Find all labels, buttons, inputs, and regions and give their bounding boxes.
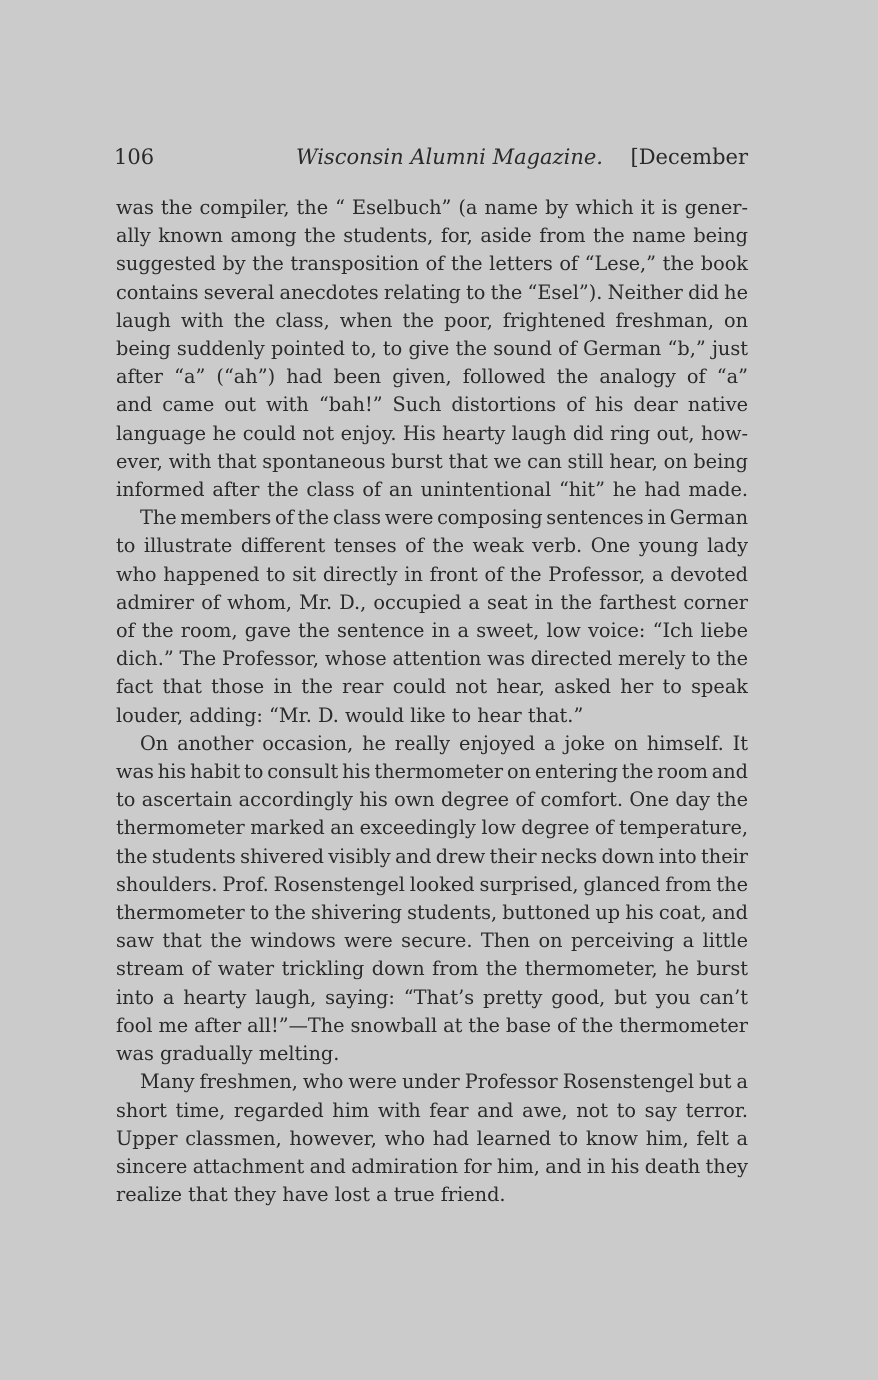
page-header <box>114 145 748 177</box>
text-line: stream of water trickling down from the thermometer, he burst <box>116 957 748 981</box>
text-line: ally known among the students, for, aside from the name being <box>116 224 748 248</box>
text-line: fool me after all!”—The snowball at the base of the thermometer <box>116 1013 748 1037</box>
text-line: thermometer to the shivering students, buttoned up his coat, and <box>116 901 748 925</box>
text-line: admirer of whom, Mr. D., occupied a seat in the farthest corner <box>116 590 748 614</box>
text-line: shoulders. Prof. Rosenstengel looked surprised, glanced from the <box>116 872 748 896</box>
text-line: after “a” (“ah”) had been given, followed the analogy of “a” <box>116 365 748 389</box>
text-line: of the room, gave the sentence in a sweet, low voice: “Ich liebe <box>116 619 748 643</box>
text-line: suggested by the transposition of the letters of “Lese,” the book <box>116 252 748 276</box>
text-line: dich.” The Professor, whose attention was directed merely to the <box>116 647 748 671</box>
text-line: language he could not enjoy. His hearty laugh did ring out, how- <box>116 421 748 445</box>
text-line: On another occasion, he really enjoyed a joke on himself. It <box>140 731 748 755</box>
text-line: contains several anecdotes relating to the “Esel”). Neither did he <box>116 280 748 304</box>
text-line: ever, with that spontaneous burst that we can still hear, on being <box>116 449 748 473</box>
text-line: louder, adding: “Mr. D. would like to hear that.” <box>116 703 584 727</box>
article-body <box>116 194 748 1209</box>
text-line: Many freshmen, who were under Professor Rosenstengel but a <box>140 1070 748 1094</box>
text-line: informed after the class of an unintentional “hit” he had made. <box>116 478 748 502</box>
text-line: laugh with the class, when the poor, frightened freshman, on <box>116 308 748 332</box>
text-line: and came out with “bah!” Such distortions of his dear native <box>116 393 748 417</box>
text-line: sincere attachment and admiration for him, and in his death they <box>116 1154 748 1178</box>
running-title: Wisconsin Alumni Magazine. <box>296 145 603 169</box>
text-line: being suddenly pointed to, to give the sound of German “b,” just <box>116 337 748 361</box>
issue-month: [December <box>630 145 748 169</box>
text-line: The members of the class were composing sentences in German <box>140 506 748 530</box>
page-number: 106 <box>114 145 155 169</box>
text-line: into a hearty laugh, saying: “That’s pretty good, but you can’t <box>116 985 748 1009</box>
text-line: short time, regarded him with fear and awe, not to say terror. <box>116 1098 748 1122</box>
text-line: thermometer marked an exceedingly low degree of temperature, <box>116 816 748 840</box>
text-line: to illustrate different tenses of the weak verb. One young lady <box>116 534 748 558</box>
text-line: to ascertain accordingly his own degree of comfort. One day the <box>116 788 748 812</box>
text-line: the students shivered visibly and drew their necks down into their <box>116 844 748 868</box>
text-line: saw that the windows were secure. Then on perceiving a little <box>116 929 748 953</box>
text-line: fact that those in the rear could not hear, asked her to speak <box>116 675 748 699</box>
text-line: who happened to sit directly in front of the Professor, a devoted <box>116 562 748 586</box>
text-line: Upper classmen, however, who had learned to know him, felt a <box>116 1126 748 1150</box>
text-line: was his habit to consult his thermometer on entering the room and <box>116 760 748 784</box>
text-line: realize that they have lost a true friend. <box>116 1183 506 1207</box>
text-line: was the compiler, the “ Eselbuch” (a name by which it is gener- <box>116 196 748 219</box>
text-line: was gradually melting. <box>116 1042 340 1066</box>
